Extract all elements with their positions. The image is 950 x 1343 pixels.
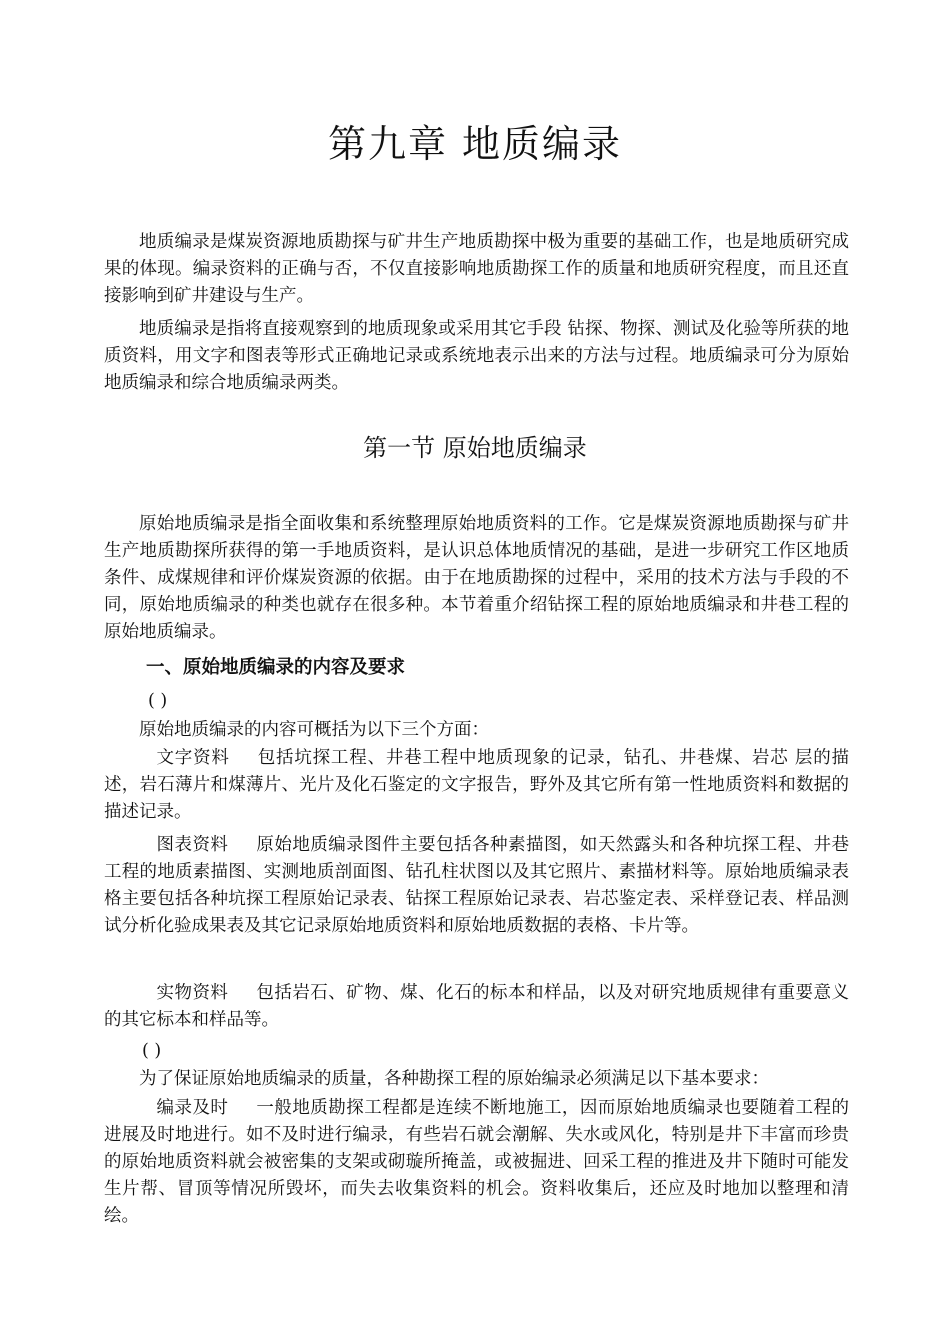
content-item-samples — [104, 980, 849, 1034]
content-item-text — [104, 745, 849, 826]
content-item-body: 原始地质编录图件主要包括各种素描图，如天然露头和各种坑探工程、井巷工程的地质素描图、实测地质剖面图、钻孔柱状图以及其它照片、素描材料等。原始地质编录表格主要包括各种坑探工程原始记录表、钻探工程原始记录表、岩芯鉴定表、采样登记表、样品测试分析化验成果表及其它记录原始地质资料和原始地质数据的表格、卡片等。 — [104, 835, 849, 936]
intro-paragraph-1: 地质编录是煤炭资源地质勘探与矿井生产地质勘探中极为重要的基础工作，也是地质研究成果的体现。编录资料的正确与否，不仅直接影响地质勘探工作的质量和地质研究程度，而且还直接影响到矿井建设与生产。 — [104, 232, 849, 306]
content-item-term: 图表资料 — [156, 835, 229, 855]
section-title: 第一节 原始地质编录 — [363, 434, 587, 462]
requirements-intro: 为了保证原始地质编录的质量，各种勘探工程的原始编录必须满足以下基本要求： — [139, 1069, 769, 1089]
intro-paragraph-2: 地质编录是指将直接观察到的地质现象或采用其它手段 钻探、物探、测试及化验等所获的地质资料，用文字和图表等形式正确地记录或系统地表示出来的方法与过程。地质编录可分为原始地质编录和综合地质编录两类。 — [104, 319, 849, 393]
section-intro-paragraph: 原始地质编录是指全面收集和系统整理原始地质资料的工作。它是煤炭资源地质勘探与矿井生产地质勘探所获得的第一手地质资料，是认识总体地质情况的基础，是进一步研究工作区地质条件、成煤规律和评价煤炭资源的依据。由于在地质勘探的过程中，采用的技术方法与手段的不同，原始地质编录的种类也就存在很多种。本节着重介绍钻探工程的原始地质编录和井巷工程的原始地质编录。 — [104, 514, 849, 642]
requirement-item-timely — [104, 1095, 849, 1230]
requirement-item-term: 编录及时 — [156, 1098, 229, 1118]
content-item-term: 实物资料 — [156, 983, 229, 1003]
chapter-title: 第九章 地质编录 — [327, 122, 623, 166]
subsection-heading: 一、原始地质编录的内容及要求 — [146, 657, 406, 678]
content-item-charts — [104, 832, 849, 940]
subheading-marker-1: ( ) — [148, 691, 168, 711]
content-item-term: 文字资料 — [156, 748, 230, 768]
content-intro: 原始地质编录的内容可概括为以下三个方面： — [139, 720, 489, 740]
content-item-body: 包括坑探工程、井巷工程中地质现象的记录，钻孔、井巷煤、岩芯 层的描述，岩石薄片和煤薄片、光片及化石鉴定的文字报告，野外及其它所有第一性地质资料和数据的描述记录。 — [104, 748, 850, 822]
requirement-item-body: 一般地质勘探工程都是连续不断地施工，因而原始地质编录也要随着工程的进展及时地进行。如不及时进行编录，有些岩石就会潮解、失水或风化，特别是井下丰富而珍贵的原始地质资料就会被密集的支架或砌璇所掩盖，或被掘进、回采工程的推进及井下随时可能发生片帮、冒顶等情况所毁坏，而失去收集资料的机会。资料收集后，还应及时地加以整理和清绘。 — [104, 1098, 849, 1226]
content-item-body: 包括岩石、矿物、煤、化石的标本和样品，以及对研究地质规律有重要意义的其它标本和样品等。 — [104, 983, 849, 1030]
subheading-marker-2: ( ) — [142, 1041, 162, 1061]
